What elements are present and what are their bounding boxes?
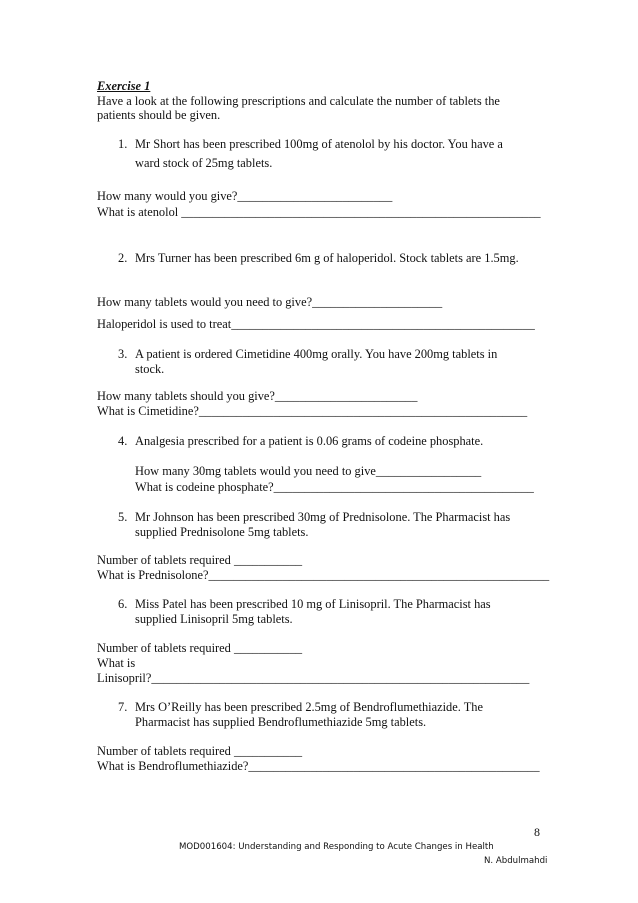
- item-7-line-2: Pharmacist has supplied Bendroflumethiazide 5mg tablets.: [135, 715, 427, 729]
- item-6-question-2: What is: [97, 656, 136, 670]
- intro-line-1: Have a look at the following prescriptions and calculate the number of tablets the: [97, 94, 500, 108]
- item-7-question-1: Number of tablets required ___________: [97, 744, 303, 758]
- item-7-line-1: Mrs O’Reilly has been prescribed 2.5mg of Bendroflumethiazide. The: [135, 700, 483, 714]
- exercise-title: Exercise 1: [97, 79, 151, 93]
- item-3-line-1: A patient is ordered Cimetidine 400mg orally. You have 200mg tablets in: [135, 347, 498, 361]
- footer-author: N. Abdulmahdi: [484, 856, 548, 866]
- item-number-3: 3.: [118, 347, 128, 361]
- item-3-line-2: stock.: [135, 362, 165, 376]
- item-6-line-1: Miss Patel has been prescribed 10 mg of Linisopril. The Pharmacist has: [135, 597, 491, 611]
- page-number: 8: [534, 825, 540, 839]
- item-6-question-3: Linisopril?_____________________________________________________________: [97, 671, 530, 685]
- item-2-question-2: Haloperidol is used to treat_________________________________________________: [97, 317, 535, 331]
- item-2-question-1: How many tablets would you need to give?_____________________: [97, 295, 443, 309]
- item-number-2: 2.: [118, 251, 128, 265]
- item-4-question-1: How many 30mg tablets would you need to give_________________: [135, 464, 482, 478]
- item-number-1: 1.: [118, 137, 128, 151]
- item-5-question-2: What is Prednisolone?_______________________________________________________: [97, 568, 550, 582]
- item-5-line-2: supplied Prednisolone 5mg tablets.: [135, 525, 309, 539]
- item-number-4: 4.: [118, 434, 128, 448]
- item-3-question-1: How many tablets should you give?_______________________: [97, 389, 418, 403]
- footer-module: MOD001604: Understanding and Responding to Acute Changes in Health: [179, 842, 494, 852]
- item-3-question-2: What is Cimetidine?_____________________________________________________: [97, 404, 528, 418]
- item-1-line-2: ward stock of 25mg tablets.: [135, 156, 273, 170]
- intro-line-2: patients should be given.: [97, 108, 221, 122]
- item-number-5: 5.: [118, 510, 128, 524]
- item-1-question-1: How many would you give?_________________________: [97, 189, 393, 203]
- item-6-line-2: supplied Linisopril 5mg tablets.: [135, 612, 293, 626]
- item-5-question-1: Number of tablets required ___________: [97, 553, 303, 567]
- item-1-question-2: What is atenolol __________________________________________________________: [97, 205, 541, 219]
- item-7-question-2: What is Bendroflumethiazide?_______________________________________________: [97, 759, 540, 773]
- item-1-line-1: Mr Short has been prescribed 100mg of atenolol by his doctor. You have a: [135, 137, 503, 151]
- item-4-line-1: Analgesia prescribed for a patient is 0.06 grams of codeine phosphate.: [135, 434, 484, 448]
- item-2-line-1: Mrs Turner has been prescribed 6m g of haloperidol. Stock tablets are 1.5mg.: [135, 251, 519, 265]
- item-6-question-1: Number of tablets required ___________: [97, 641, 303, 655]
- item-number-6: 6.: [118, 597, 128, 611]
- item-4-question-2: What is codeine phosphate?__________________________________________: [135, 480, 534, 494]
- item-5-line-1: Mr Johnson has been prescribed 30mg of Prednisolone. The Pharmacist has: [135, 510, 511, 524]
- item-number-7: 7.: [118, 700, 128, 714]
